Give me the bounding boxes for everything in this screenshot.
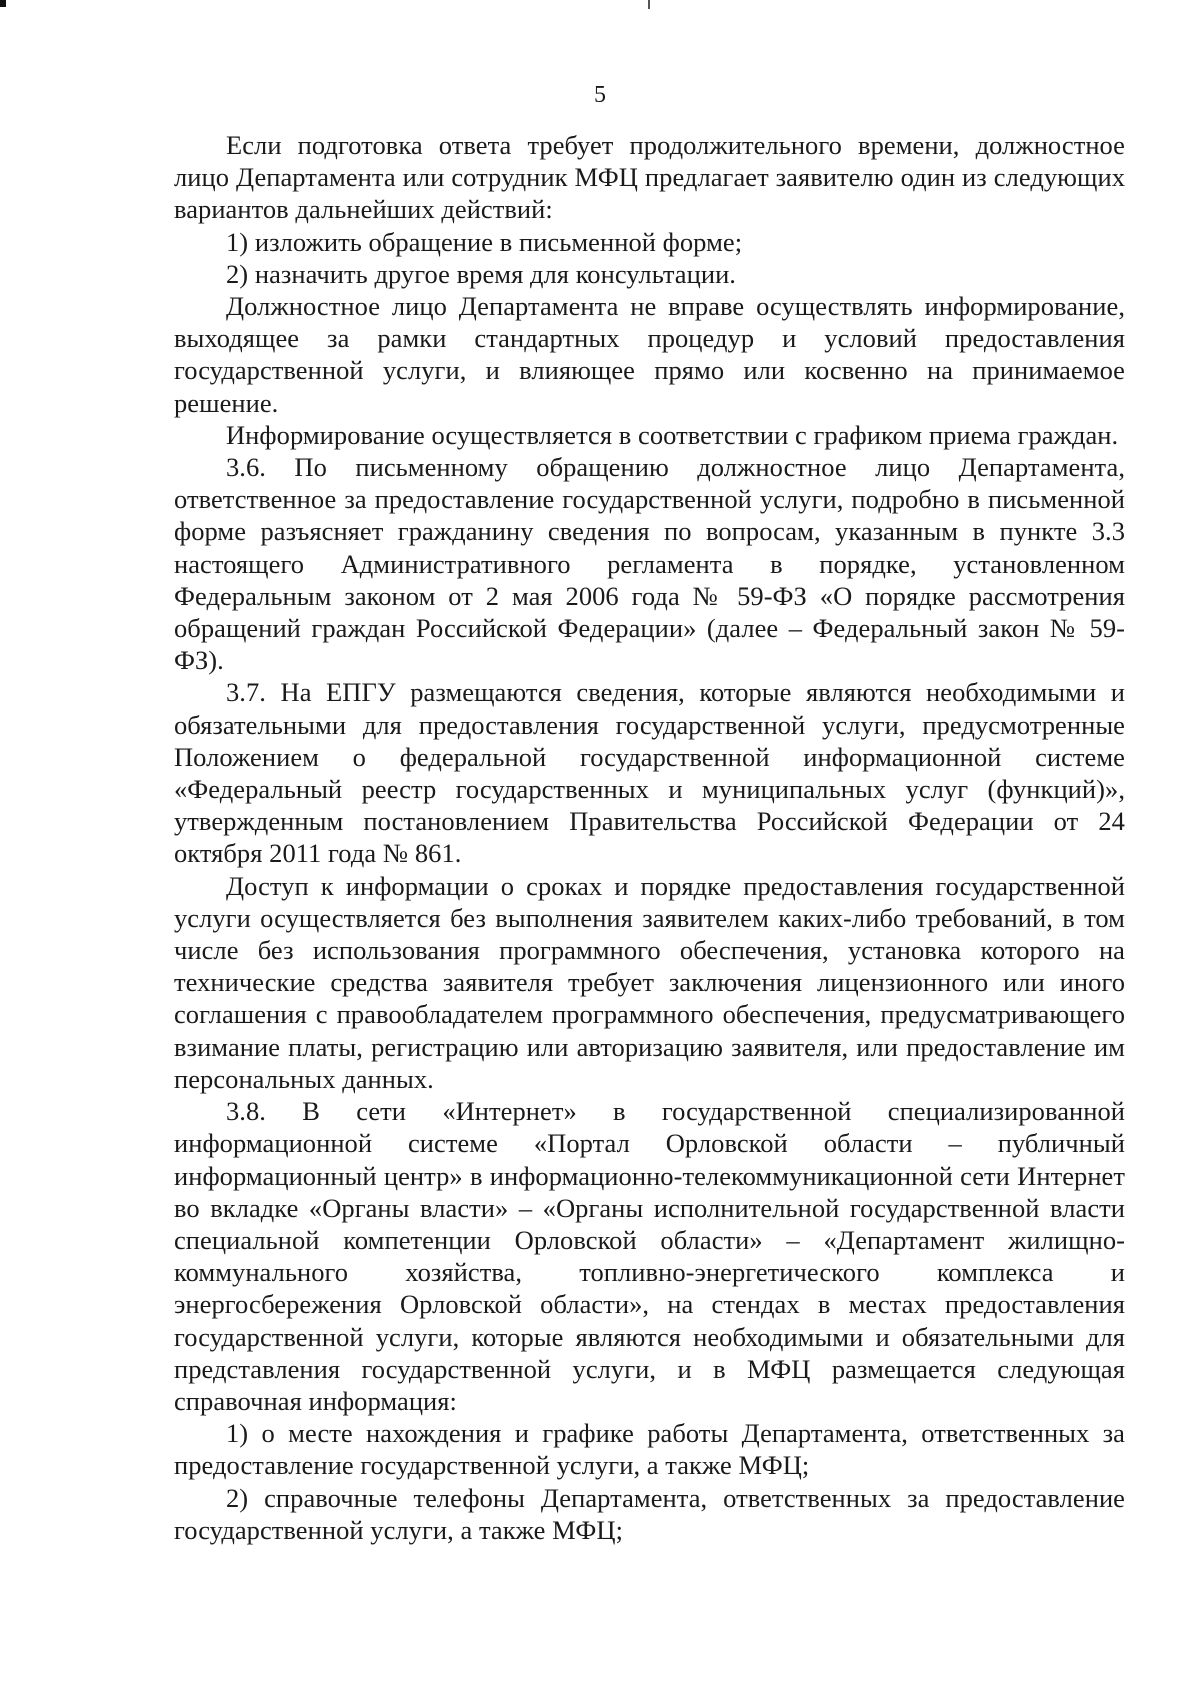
section-3-8-paragraph: 3.8. В сети «Интернет» в государственной специализированной информационной системе «Портал Орловской области – публичный информационный центр» в информационно-телекоммуникационной сети Интернет во вкладке «Органы власти» – «Органы исполнительной государственной власти специальной компетенции Орловской области» – «Департамент жилищно-коммунального хозяйства, топливно-энергетического комплекса и энергосбережения Орловской области», на стендах в местах предоставления государственной услуги, которые являются необходимыми и обязательными для представления государственной услуги, и в МФЦ размещается следующая справочная информация: [174,1096,1125,1416]
scan-edge-mark [0,0,6,7]
paragraph: Должностное лицо Департамента не вправе осуществлять информирование, выходящее за рамки стандартных процедур и условий предоставления государственной услуги, и влияющее прямо или косвенно на принимаемое решение. [174,291,1125,418]
document-body [174,129,1125,1546]
paragraph: Доступ к информации о сроках и порядке предоставления государственной услуги осуществляется без выполнения заявителем каких-либо требований, в том числе без использования программного обеспечения, установка которого на технические средства заявителя требует заключения лицензионного или иного соглашения с правообладателем программного обеспечения, предусматривающего взимание платы, регистрацию или авторизацию заявителя, или предоставление им персональных данных. [174,870,1125,1094]
page-number: 5 [594,82,606,108]
list-item: 1) изложить обращение в письменной форме; [226,226,743,257]
scan-edge-mark [648,0,650,9]
list-item: 2) назначить другое время для консультации. [226,258,736,289]
list-item: 2) справочные телефоны Департамента, ответственных за предоставление государственной услуги, а также МФЦ; [174,1482,1125,1545]
paragraph: Если подготовка ответа требует продолжительного времени, должностное лицо Департамента или сотрудник МФЦ предлагает заявителю один из следующих вариантов дальнейших действий: [174,130,1125,225]
section-3-6-paragraph: 3.6. По письменному обращению должностное лицо Департамента, ответственное за предоставление государственной услуги, подробно в письменной форме разъясняет гражданину сведения по вопросам, указанным в пункте 3.3 настоящего Административного регламента в порядке, установленном Федеральным законом от 2 мая 2006 года № 59-ФЗ «О порядке рассмотрения обращений граждан Российской Федерации» (далее – Федеральный закон № 59-ФЗ). [174,452,1125,676]
section-3-7-paragraph: 3.7. На ЕПГУ размещаются сведения, которые являются необходимыми и обязательными для предоставления государственной услуги, предусмотренные Положением о федеральной государственной информационной системе «Федеральный реестр государственных и муниципальных услуг (функций)», утвержденным постановлением Правительства Российской Федерации от 24 октября 2011 года № 861. [174,677,1125,869]
list-item: 1) о месте нахождения и графике работы Департамента, ответственных за предоставление государственной услуги, а также МФЦ; [174,1418,1125,1481]
paragraph: Информирование осуществляется в соответствии с графиком приема граждан. [226,419,1119,450]
